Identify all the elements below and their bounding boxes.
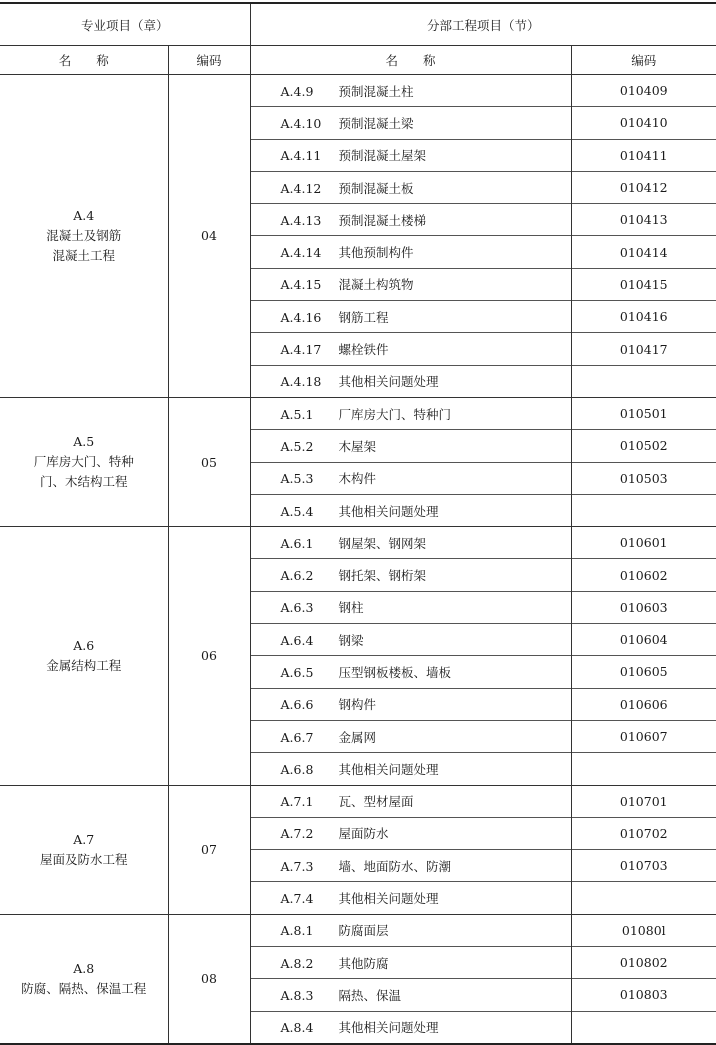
section-name-cell	[250, 591, 571, 623]
section-name: 其他预制构件	[338, 245, 414, 261]
chapter-number: A.5	[73, 434, 95, 450]
section-name-cell	[250, 979, 571, 1011]
chapter-number: A.6	[73, 637, 95, 653]
section-code-cell: 010411	[571, 139, 716, 171]
chapter-number: A.8	[73, 960, 95, 976]
section-code-cell: 010703	[571, 850, 716, 882]
section-code-cell: 010416	[571, 301, 716, 333]
section-code-cell	[571, 753, 716, 785]
chapter-title-line: 混凝土工程	[52, 247, 115, 263]
section-name: 其他防腐	[338, 955, 389, 971]
section-code-cell: 010503	[571, 462, 716, 494]
chapter-title-line: 屋面及防水工程	[39, 851, 128, 867]
section-number: A.7.1	[280, 794, 314, 810]
section-header: 分部工程项目（节）	[250, 3, 716, 46]
section-code-cell: 010502	[571, 430, 716, 462]
chapter-name-cell	[0, 914, 168, 1044]
section-name-cell	[250, 171, 571, 203]
section-number: A.6.1	[280, 535, 314, 551]
section-code-cell: 01080l	[571, 914, 716, 946]
section-code-cell: 010415	[571, 268, 716, 300]
section-name-cell	[250, 947, 571, 979]
section-code-cell	[571, 1011, 716, 1044]
section-number: A.7.4	[280, 891, 314, 907]
chapter-code-cell: 06	[168, 527, 250, 785]
section-code-cell: 010803	[571, 979, 716, 1011]
chapter-title-line: 混凝土及钢筋	[46, 227, 122, 243]
section-name-cell	[250, 236, 571, 268]
section-name-cell	[250, 397, 571, 429]
chapter-code-cell: 07	[168, 785, 250, 914]
section-number: A.4.11	[280, 148, 322, 164]
section-number: A.8.2	[280, 955, 314, 971]
section-name: 混凝土构筑物	[338, 277, 414, 293]
section-code-cell: 010802	[571, 947, 716, 979]
section-name: 木构件	[338, 471, 377, 487]
table-row	[0, 397, 716, 429]
section-name-cell	[250, 365, 571, 397]
section-name: 墙、地面防水、防潮	[338, 858, 452, 874]
section-name: 钢梁	[338, 632, 364, 648]
section-name-header: 名 称	[250, 46, 571, 75]
section-code-cell: 010702	[571, 817, 716, 849]
table-row	[0, 914, 716, 946]
section-number: A.4.12	[280, 180, 322, 196]
chapter-number: A.7	[73, 831, 95, 847]
section-number: A.8.3	[280, 987, 314, 1003]
section-number: A.6.6	[280, 697, 314, 713]
section-name: 预制混凝土板	[338, 180, 414, 196]
section-code-cell: 010603	[571, 591, 716, 623]
section-name-cell	[250, 720, 571, 752]
section-name: 其他相关问题处理	[338, 761, 439, 777]
section-code-cell: 010605	[571, 656, 716, 688]
section-name: 钢筋工程	[338, 309, 389, 325]
section-name: 金属网	[338, 729, 377, 745]
chapter-name-cell	[0, 397, 168, 526]
section-name: 预制混凝土梁	[338, 115, 414, 131]
section-name-cell	[250, 817, 571, 849]
section-code-cell: 010417	[571, 333, 716, 365]
section-name: 钢柱	[338, 600, 364, 616]
section-number: A.4.18	[280, 374, 322, 390]
section-number: A.5.4	[280, 503, 314, 519]
section-name: 其他相关问题处理	[338, 503, 439, 519]
section-name: 预制混凝土楼梯	[338, 212, 427, 228]
section-name: 钢托架、钢桁架	[338, 568, 427, 584]
section-name: 其他相关问题处理	[338, 374, 439, 390]
section-number: A.7.3	[280, 858, 314, 874]
section-name-cell	[250, 268, 571, 300]
section-name: 螺栓铁件	[338, 342, 389, 358]
section-code-cell: 010606	[571, 688, 716, 720]
section-name-cell	[250, 462, 571, 494]
section-number: A.7.2	[280, 826, 314, 842]
section-name-cell	[250, 430, 571, 462]
chapter-header: 专业项目（章）	[0, 3, 250, 46]
section-name: 其他相关问题处理	[338, 1020, 439, 1036]
chapter-name-header: 名 称	[0, 46, 168, 75]
section-code-cell: 010414	[571, 236, 716, 268]
section-number: A.4.9	[280, 83, 314, 99]
section-name: 隔热、保温	[338, 987, 402, 1003]
section-code-cell: 010409	[571, 75, 716, 107]
section-name-cell	[250, 301, 571, 333]
section-number: A.6.8	[280, 761, 314, 777]
section-number: A.4.16	[280, 309, 322, 325]
chapter-title-line: 防腐、隔热、保温工程	[21, 980, 147, 996]
section-name: 其他相关问题处理	[338, 891, 439, 907]
section-name-cell	[250, 656, 571, 688]
section-code-header: 编码	[571, 46, 716, 75]
section-code-cell: 010701	[571, 785, 716, 817]
section-name: 压型钢板楼板、墙板	[338, 664, 452, 680]
section-name: 钢屋架、钢网架	[338, 535, 427, 551]
section-number: A.6.3	[280, 600, 314, 616]
section-name-cell	[250, 527, 571, 559]
section-number: A.4.14	[280, 245, 322, 261]
section-code-cell	[571, 365, 716, 397]
chapter-title-line: 厂库房大门、特种	[33, 454, 134, 470]
section-name-cell	[250, 1011, 571, 1044]
section-name-cell	[250, 559, 571, 591]
section-name: 防腐面层	[338, 923, 389, 939]
section-code-cell: 010412	[571, 171, 716, 203]
section-name-cell	[250, 624, 571, 656]
section-code-cell: 010410	[571, 107, 716, 139]
chapter-name-cell	[0, 75, 168, 398]
chapter-code-cell: 05	[168, 397, 250, 526]
section-name-cell	[250, 688, 571, 720]
section-number: A.6.2	[280, 568, 314, 584]
section-name: 瓦、型材屋面	[338, 794, 414, 810]
section-name-cell	[250, 139, 571, 171]
section-name-cell	[250, 204, 571, 236]
section-code-cell: 010602	[571, 559, 716, 591]
section-name: 厂库房大门、特种门	[338, 406, 452, 422]
section-code-cell: 010604	[571, 624, 716, 656]
chapter-number: A.4	[73, 207, 95, 223]
section-code-cell	[571, 494, 716, 526]
section-name: 预制混凝土柱	[338, 83, 414, 99]
chapter-title-line: 金属结构工程	[46, 657, 122, 673]
section-name: 木屋架	[338, 438, 377, 454]
section-code-cell: 010601	[571, 527, 716, 559]
section-number: A.8.1	[280, 923, 314, 939]
section-number: A.8.4	[280, 1020, 314, 1036]
section-number: A.5.1	[280, 406, 314, 422]
table-row	[0, 75, 716, 107]
table-row	[0, 785, 716, 817]
chapter-code-cell: 04	[168, 75, 250, 398]
section-number: A.6.4	[280, 632, 314, 648]
section-name-cell	[250, 914, 571, 946]
chapter-title-line: 门、木结构工程	[39, 474, 128, 490]
section-number: A.6.7	[280, 729, 314, 745]
section-number: A.4.13	[280, 212, 322, 228]
chapter-name-cell	[0, 527, 168, 785]
section-number: A.4.10	[280, 115, 322, 131]
section-name-cell	[250, 753, 571, 785]
table-body	[0, 75, 716, 1044]
section-number: A.4.17	[280, 342, 322, 358]
section-name-cell	[250, 107, 571, 139]
section-code-cell	[571, 882, 716, 914]
section-code-cell: 010607	[571, 720, 716, 752]
section-name: 钢构件	[338, 697, 377, 713]
section-code-cell: 010501	[571, 397, 716, 429]
section-name-cell	[250, 75, 571, 107]
section-name: 预制混凝土屋架	[338, 148, 427, 164]
section-name-cell	[250, 850, 571, 882]
section-number: A.5.3	[280, 471, 314, 487]
section-name: 屋面防水	[338, 826, 389, 842]
section-name-cell	[250, 882, 571, 914]
section-code-cell: 010413	[571, 204, 716, 236]
section-number: A.6.5	[280, 664, 314, 680]
project-code-table	[0, 2, 716, 1045]
section-name-cell	[250, 494, 571, 526]
section-name-cell	[250, 785, 571, 817]
section-number: A.4.15	[280, 277, 322, 293]
section-name-cell	[250, 333, 571, 365]
section-number: A.5.2	[280, 438, 314, 454]
chapter-code-header: 编码	[168, 46, 250, 75]
chapter-code-cell: 08	[168, 914, 250, 1044]
chapter-name-cell	[0, 785, 168, 914]
table-row	[0, 527, 716, 559]
